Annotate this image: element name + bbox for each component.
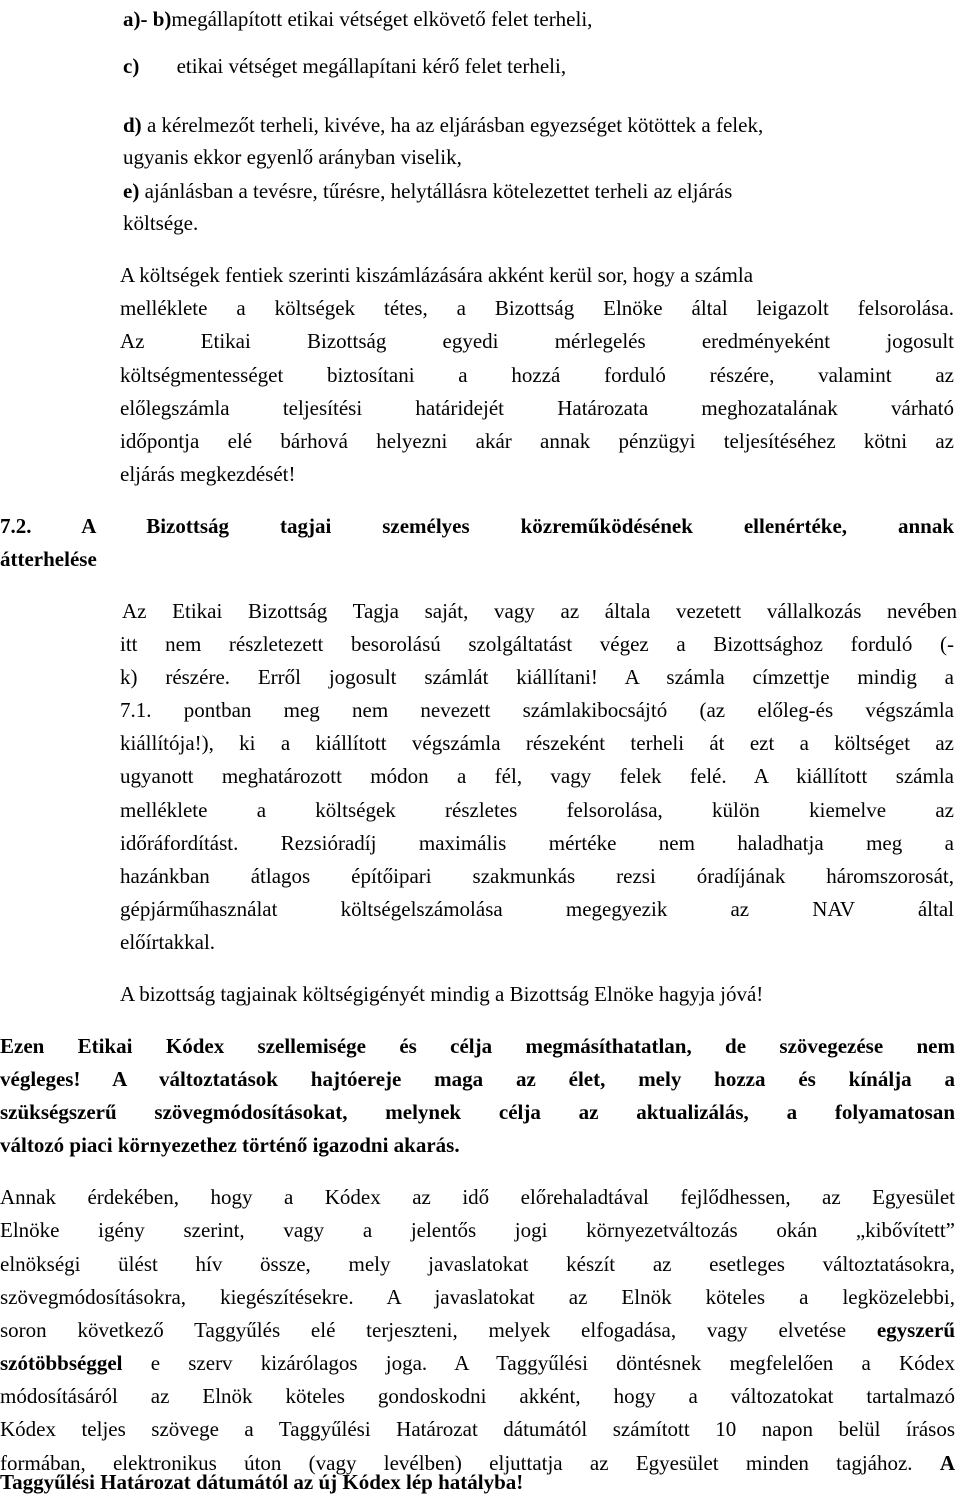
para5-line-6 — [0, 1350, 955, 1376]
para2-line-4: 7.1. pontban meg nem nevezett számlakibocsájtó (az előleg-és végszámla — [120, 698, 954, 722]
para2-line-11: előírtakkal. — [120, 930, 216, 954]
list-text-d-1: a kérelmezőt terheli, kivéve, ha az eljárásban egyezséget kötöttek a felek, — [146, 113, 764, 137]
para5-line-2: Elnöke igény szerint, vagy a jelentős jogi környezetváltozás okán „kibővített” — [0, 1218, 955, 1242]
section-heading-7-2: 7.2. A Bizottság tagjai személyes közreműködésének ellenértéke, annak — [0, 514, 954, 538]
para5-line-7: módosításáról az Elnök köteles gondoskodni akként, hogy a változatokat tartalmazó — [0, 1384, 955, 1408]
para1-line-5: előlegszámla teljesítési határidejét Határozata meghozatalának várható — [120, 396, 954, 420]
list-item-e — [123, 178, 732, 204]
para2-line-7: melléklete a költségek részletes felsorolása, külön kiemelve az — [120, 798, 954, 822]
para4-line-4: változó piaci környezethez történő igazodni akarás. — [0, 1133, 460, 1157]
para5-line-5 — [0, 1317, 955, 1343]
list-item-c — [123, 53, 566, 79]
list-text-e-1: ajánlásban a tevésre, tűrésre, helytállásra kötelezettet terheli az eljárás — [144, 179, 733, 203]
list-text-e-2: költsége. — [123, 211, 199, 235]
para1-line-2: melléklete a költségek tétes, a Bizottság Elnöke által leigazolt felsorolása. — [120, 296, 954, 320]
para5-line-5-bold: egyszerű — [876, 1318, 955, 1342]
para1-line-6: időpontja elé bárhová helyezni akár annak pénzügyi teljesítéséhez kötni az — [120, 429, 954, 453]
para5-line-5-text: soron következő Taggyűlés elé terjeszteni, melyek elfogadása, vagy elvetése — [0, 1318, 847, 1342]
para2-line-10: gépjárműhasználat költségelszámolása megegyezik az NAV által — [120, 897, 954, 921]
para5-line-1: Annak érdekében, hogy a Kódex az idő előrehaladtával fejlődhessen, az Egyesület — [0, 1185, 955, 1209]
para5-line-6-text: e szerv kizárólagos joga. A Taggyűlési döntésnek megfelelően a Kódex — [150, 1351, 955, 1375]
para1-line-4: költségmentességet biztosítani a hozzá forduló részére, valamint az — [120, 363, 954, 387]
para5-line-6-bold: szótöbbséggel — [0, 1351, 123, 1375]
para1-line-7: eljárás megkezdését! — [120, 462, 296, 486]
list-text-ab: megállapított etikai vétséget elkövető felet terheli, — [171, 7, 593, 31]
list-text-c: etikai vétséget megállapítani kérő felet terheli, — [176, 54, 567, 78]
para5-line-10: Taggyűlési Határozat dátumától az új Kódex lép hatályba! — [0, 1470, 524, 1494]
list-label-d: d) — [123, 113, 142, 137]
list-item-ab — [123, 6, 592, 32]
para5-line-9-text: formában, elektronikus úton (vagy levélben) eljuttatja az Egyesület minden tagjához. — [0, 1451, 913, 1475]
para2-line-3: k) részére. Erről jogosult számlát kiállítani! A számla címzettje mindig a — [120, 665, 954, 689]
para2-line-2: itt nem részletezett besorolású szolgáltatást végez a Bizottsághoz forduló (- — [120, 632, 954, 656]
section-heading-7-2-cont: átterhelése — [0, 547, 97, 571]
para4-line-1: Ezen Etikai Kódex szellemisége és célja megmásíthatatlan, de szövegezése nem — [0, 1034, 955, 1058]
para3: A bizottság tagjainak költségigényét mindig a Bizottság Elnöke hagyja jóvá! — [120, 982, 764, 1006]
para1-line-1: A költségek fentiek szerinti kiszámlázására akként kerül sor, hogy a számla — [120, 263, 754, 287]
para2-line-1: Az Etikai Bizottság Tagja saját, vagy az általa vezetett vállalkozás nevében — [122, 599, 957, 623]
list-label-c: c) — [123, 54, 140, 78]
para1-line-3: Az Etikai Bizottság egyedi mérlegelés eredményeként jogosult — [120, 329, 954, 353]
list-item-e-cont — [123, 210, 198, 236]
list-item-d-cont — [123, 144, 462, 170]
para5-line-3: elnökségi ülést hív össze, mely javaslatokat készít az esetleges változtatásokra, — [0, 1252, 955, 1276]
para2-line-8: időráfordítást. Rezsióradíj maximális mértéke nem haladhatja meg a — [120, 831, 954, 855]
para5-line-8: Kódex teljes szövege a Taggyűlési Határozat dátumától számított 10 napon belül írásos — [0, 1417, 955, 1441]
para4-line-2: végleges! A változtatások hajtóereje maga az élet, mely hozza és kínálja a — [0, 1067, 955, 1091]
para2-line-9: hazánkban átlagos építőipari szakmunkás rezsi óradíjának háromszorosát, — [120, 864, 954, 888]
list-label-e: e) — [123, 179, 140, 203]
para4-line-3: szükségszerű szövegmódosításokat, melynek célja az aktualizálás, a folyamatosan — [0, 1100, 955, 1124]
list-item-d — [123, 112, 763, 138]
para2-line-6: ugyanott meghatározott módon a fél, vagy felek felé. A kiállított számla — [120, 764, 954, 788]
para5-line-9-bold: A — [939, 1451, 956, 1475]
list-label-ab: a)- b) — [123, 7, 172, 31]
para2-line-5: kiállítója!), ki a kiállított végszámla részeként terheli át ezt a költséget az — [120, 731, 954, 755]
para5-line-4: szövegmódosításokra, kiegészítésekre. A javaslatokat az Elnök köteles a legközelebbi, — [0, 1285, 955, 1309]
list-text-d-2: ugyanis ekkor egyenlő arányban viselik, — [123, 145, 462, 169]
